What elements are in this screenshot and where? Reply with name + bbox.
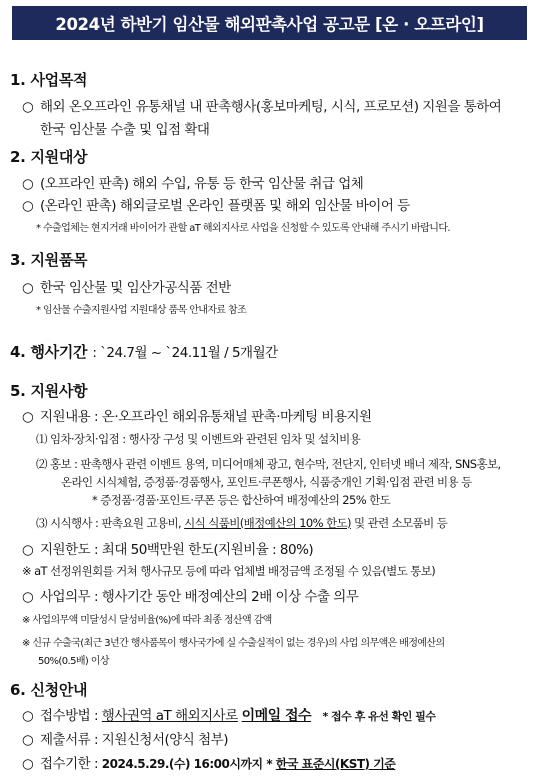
section-5-content-text: 지원내용 : 온·오프라인 해외유통채널 판촉·마케팅 비용지원 [40, 409, 372, 425]
circle-bullet-icon: ○ [22, 732, 34, 748]
duty-note-1-text: 사업의무액 미달성시 달성비율(%)에 따라 최종 정산액 감액 [32, 615, 272, 626]
asterisk-icon: * [36, 223, 41, 234]
circle-bullet-icon: ○ [22, 176, 34, 192]
section-5-sub-1 [36, 431, 360, 447]
section-5-limit [22, 538, 313, 558]
method-label: 접수방법 : [40, 708, 102, 724]
deadline-note-underline: 한국 표준시(KST) 기준 [275, 757, 396, 771]
section-3-heading: 3. 지원품목 [10, 251, 88, 269]
section-3-item-1 [22, 276, 231, 296]
section-6-heading: 6. 신청안내 [10, 681, 88, 699]
sub-1-text: 임차·장치·입점 : 행사장 구성 및 이벤트와 관련된 임차 및 설치비용 [49, 432, 361, 446]
sub-3-text-pre: 시식행사 : 판촉요원 고용비, [49, 516, 185, 530]
section-5-sub-2 [36, 456, 501, 472]
section-3-text-1: 한국 임산물 및 임산가공식품 전반 [40, 280, 231, 296]
section-4-heading: 4. 행사기간 [10, 343, 88, 361]
sub-2-text-1: 홍보 : 판촉행사 관련 이벤트 용역, 미디어매체 광고, 현수막, 전단지, 인터넷 배너 제작, SNS홍보, [49, 457, 501, 471]
method-note: * 접수 후 유선 확인 필수 [322, 710, 436, 723]
section-5-sub-2-note [92, 492, 390, 508]
section-2-item-1 [22, 172, 363, 192]
section-5-duty-note-1 [22, 611, 272, 626]
section-5-sub-3 [36, 515, 447, 531]
asterisk-icon: * [36, 305, 41, 316]
circle-bullet-icon: ○ [22, 708, 34, 724]
section-5-duty-text: 사업의무 : 행사기간 동안 배정예산의 2배 이상 수출 의무 [40, 589, 359, 605]
section-2-text-2: (온라인 판촉) 해외글로벌 온라인 플랫폼 및 해외 임산물 바이어 등 [40, 198, 410, 214]
section-6-method [22, 704, 436, 725]
deadline-label: 접수기한 : [40, 756, 102, 772]
section-2-item-2 [22, 194, 410, 214]
section-6-deadline [22, 752, 395, 772]
method-underline: 행사권역 aT 해외지사로 [101, 708, 238, 724]
reference-mark-icon: ※ [22, 638, 30, 649]
deadline-bold: 2024.5.29.(수) 16:00시까지 [101, 757, 263, 771]
deadline-note-pre: * [262, 757, 276, 771]
section-3-note-text: 임산물 수출지원사업 지원대상 품목 안내자료 참조 [43, 305, 247, 316]
sub-3-text-post: 및 관련 소모품비 등 [350, 516, 448, 530]
section-4-line [10, 341, 278, 362]
section-1-line-1 [22, 95, 501, 115]
sub-3-text-underline: 시식 식품비(배정예산의 10% 한도) [184, 516, 351, 530]
circle-bullet-icon: ○ [22, 756, 34, 772]
section-5-content [22, 405, 372, 425]
limit-note-text: aT 선정위원회를 거쳐 행사규모 등에 따라 업체별 배정금액 조정될 수 있음(별도 통보) [34, 564, 436, 578]
section-5-duty [22, 585, 358, 605]
section-1-text-1: 해외 온오프라인 유통채널 내 판촉행사(홍보마케팅, 시식, 프로모션) 지원을 통하여 [40, 99, 502, 115]
section-5-limit-text: 지원한도 : 최대 50백만원 한도(지원비율 : 80%) [40, 542, 314, 558]
section-1-heading: 1. 사업목적 [10, 71, 88, 89]
section-4-period: : `24.7월 ~ `24.11월 / 5개월간 [92, 345, 278, 361]
section-2-note-text: 수출업체는 현지거래 바이어가 관할 aT 해외지사로 사업을 신청할 수 있도록 안내해 주시기 바랍니다. [43, 223, 450, 234]
circle-bullet-icon: ○ [22, 280, 34, 296]
sub-2-number: ⑵ [36, 457, 47, 471]
circle-bullet-icon: ○ [22, 542, 34, 558]
section-6-docs [22, 728, 228, 748]
sub-2-note-text: 증정품·경품·포인트·쿠폰 등은 합산하여 배정예산의 25% 한도 [100, 493, 391, 507]
section-3-note [36, 301, 246, 316]
page-title: 2024년 하반기 임산물 해외판촉사업 공고문 [온 · 오프라인] [12, 6, 527, 40]
reference-mark-icon: ※ [22, 564, 32, 578]
asterisk-icon: * [92, 493, 98, 507]
sub-1-number: ⑴ [36, 432, 47, 446]
section-5-duty-note-2 [22, 634, 445, 649]
section-5-limit-note [22, 563, 435, 579]
section-2-note [36, 219, 450, 234]
circle-bullet-icon: ○ [22, 99, 34, 115]
section-2-text-1: (오프라인 판촉) 해외 수입, 유통 등 한국 임산물 취급 업체 [40, 176, 364, 192]
section-5-heading: 5. 지원사항 [10, 382, 88, 400]
method-email: 이메일 접수 [241, 708, 312, 724]
reference-mark-icon: ※ [22, 615, 30, 626]
sub-3-number: ⑶ [36, 516, 47, 530]
circle-bullet-icon: ○ [22, 409, 34, 425]
circle-bullet-icon: ○ [22, 589, 34, 605]
duty-note-2-text: 신규 수출국(최근 3년간 행사품목이 행사국가에 실 수출실적이 없는 경우)의 사업 의무액은 배정예산의 [32, 638, 445, 649]
section-5-duty-note-2-line-2: 50%(0.5배) 이상 [38, 656, 109, 667]
section-1-line-2: 한국 임산물 수출 및 입점 확대 [40, 122, 210, 138]
section-5-sub-2-line-2: 온라인 시식체험, 증정품·경품행사, 포인트·쿠폰행사, 식품중개인 기획·입점 관련 비용 등 [61, 475, 472, 489]
section-2-heading: 2. 지원대상 [10, 148, 88, 166]
docs-text: 제출서류 : 지원신청서(양식 첨부) [40, 732, 228, 748]
circle-bullet-icon: ○ [22, 198, 34, 214]
